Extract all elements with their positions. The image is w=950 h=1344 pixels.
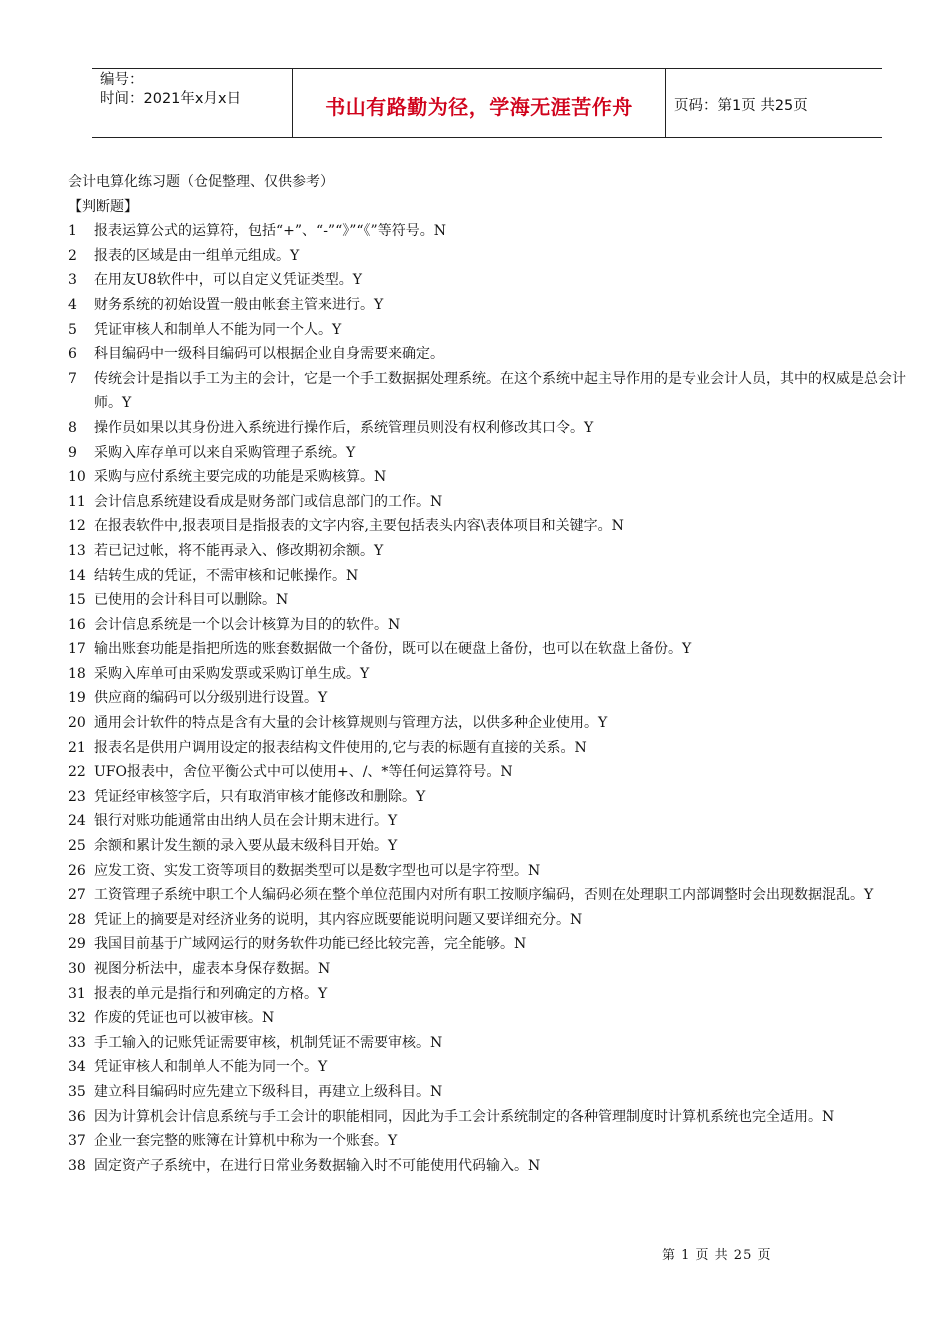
- question-text: 凭证审核人和制单人不能为同一个人。Y: [94, 321, 342, 338]
- question-text: 凭证审核人和制单人不能为同一个。Y: [94, 1059, 328, 1076]
- question-number: 14: [68, 567, 86, 584]
- question-item: [68, 785, 918, 810]
- question-text: 结转生成的凭证，不需审核和记帐操作。N: [94, 567, 359, 584]
- document-header: [92, 68, 882, 138]
- question-number: 7: [68, 370, 77, 387]
- question-item: [68, 465, 918, 490]
- question-text: 报表的单元是指行和列确定的方格。Y: [94, 985, 328, 1002]
- question-item: [68, 1080, 918, 1105]
- question-item: [68, 416, 918, 441]
- question-number: 37: [68, 1133, 86, 1150]
- question-text: 采购入库存单可以来自采购管理子系统。Y: [94, 444, 356, 461]
- question-text: 财务系统的初始设置一般由帐套主管来进行。Y: [94, 296, 384, 313]
- question-number: 28: [68, 911, 86, 928]
- question-item: [68, 760, 918, 785]
- question-number: 22: [68, 764, 86, 781]
- document-time-label: 时间：2021年x月x日: [100, 91, 242, 107]
- question-text: 通用会计软件的特点是含有大量的会计核算规则与管理方法，以供多种企业使用。Y: [94, 715, 608, 732]
- question-text: 在报表软件中,报表项目是指报表的文字内容,主要包括表头内容\表体项目和关键字。N: [94, 518, 624, 535]
- question-text: 采购入库单可由采购发票或采购订单生成。Y: [94, 665, 370, 682]
- question-number: 29: [68, 936, 86, 953]
- question-number: 6: [68, 346, 77, 363]
- page-footer: 第 1 页 共 25 页: [662, 1248, 772, 1263]
- question-item: [68, 318, 918, 343]
- question-item: [68, 514, 918, 539]
- question-number: 17: [68, 641, 86, 658]
- question-item: [68, 244, 918, 269]
- question-number: 8: [68, 419, 77, 436]
- question-text: 若已记过帐，将不能再录入、修改期初余额。Y: [94, 542, 384, 559]
- question-number: 35: [68, 1083, 86, 1100]
- question-item: [68, 490, 918, 515]
- question-text: 企业一套完整的账簿在计算机中称为一个账套。Y: [94, 1133, 398, 1150]
- question-item: [68, 1105, 918, 1130]
- question-text: 凭证经审核签字后，只有取消审核才能修改和删除。Y: [94, 788, 426, 805]
- question-text: 我国目前基于广域网运行的财务软件功能已经比较完善，完全能够。N: [94, 936, 527, 953]
- header-motto: 书山有路勤为径，学海无涯苦作舟: [325, 95, 633, 119]
- question-number: 38: [68, 1157, 86, 1174]
- question-text: 银行对账功能通常由出纳人员在会计期末进行。Y: [94, 813, 398, 830]
- question-text: 采购与应付系统主要完成的功能是采购核算。N: [94, 469, 387, 486]
- question-item: [68, 268, 918, 293]
- question-item: [68, 1031, 918, 1056]
- header-divider-right: [665, 69, 666, 137]
- question-text: UFO报表中，舍位平衡公式中可以使用+、/、*等任何运算符号。N: [94, 764, 513, 781]
- question-text: 应发工资、实发工资等项目的数据类型可以是数字型也可以是字符型。N: [94, 862, 541, 879]
- question-number: 10: [68, 469, 86, 486]
- question-item: [68, 637, 918, 662]
- question-text: 已使用的会计科目可以删除。N: [94, 592, 289, 609]
- question-item: [68, 883, 918, 908]
- question-text: 凭证上的摘要是对经济业务的说明，其内容应既要能说明问题又要详细充分。N: [94, 911, 583, 928]
- question-item: [68, 1154, 918, 1179]
- question-item: [68, 342, 918, 367]
- question-number: 21: [68, 739, 86, 756]
- question-text: 报表运算公式的运算符，包括“+”、“-”“》”“《”等符号。N: [94, 223, 446, 240]
- question-item: [68, 219, 918, 244]
- question-item: [68, 932, 918, 957]
- question-number: 26: [68, 862, 86, 879]
- question-item: [68, 539, 918, 564]
- question-text: 视图分析法中，虚表本身保存数据。N: [94, 961, 331, 977]
- question-list: [68, 219, 918, 1178]
- question-item: [68, 1006, 918, 1031]
- question-text: 固定资产子系统中，在进行日常业务数据输入时不可能使用代码输入。N: [94, 1157, 541, 1174]
- question-item: [68, 711, 918, 736]
- question-text: 传统会计是指以手工为主的会计，它是一个手工数据据处理系统。在这个系统中起主导作用的是专业会计人员，其中的权威是总会计师。Y: [94, 370, 906, 412]
- question-number: 30: [68, 961, 86, 977]
- document-body: [68, 170, 918, 1178]
- question-item: [68, 564, 918, 589]
- question-text: 操作员如果以其身份进入系统进行操作后，系统管理员则没有权利修改其口令。Y: [94, 419, 594, 436]
- question-number: 27: [68, 887, 86, 904]
- question-number: 25: [68, 838, 86, 855]
- question-text: 工资管理子系统中职工个人编码必须在整个单位范围内对所有职工按顺序编码，否则在处理职工内部调整时会出现数据混乱。Y: [94, 887, 874, 904]
- question-item: [68, 367, 918, 416]
- question-number: 31: [68, 985, 86, 1002]
- header-page-number: 页码：第1页 共25页: [674, 98, 808, 114]
- question-item: [68, 441, 918, 466]
- question-number: 18: [68, 665, 86, 682]
- question-item: [68, 957, 918, 982]
- question-number: 23: [68, 788, 86, 805]
- question-text: 作废的凭证也可以被审核。N: [94, 1010, 275, 1027]
- question-item: [68, 834, 918, 859]
- question-item: [68, 662, 918, 687]
- question-number: 5: [68, 321, 77, 338]
- question-text: 会计信息系统是一个以会计核算为目的的软件。N: [94, 616, 401, 633]
- question-number: 2: [68, 247, 77, 264]
- question-item: [68, 588, 918, 613]
- question-item: [68, 908, 918, 933]
- question-number: 3: [68, 272, 77, 289]
- question-text: 报表的区域是由一组单元组成。Y: [94, 247, 300, 264]
- question-number: 1: [68, 223, 77, 240]
- question-text: 输出账套功能是指把所选的账套数据做一个备份，既可以在硬盘上备份，也可以在软盘上备份。Y: [94, 641, 692, 658]
- question-text: 会计信息系统建设看成是财务部门或信息部门的工作。N: [94, 493, 443, 510]
- question-item: [68, 859, 918, 884]
- question-item: [68, 736, 918, 761]
- question-number: 33: [68, 1034, 86, 1051]
- question-number: 32: [68, 1010, 86, 1027]
- question-number: 12: [68, 518, 86, 535]
- question-number: 34: [68, 1059, 86, 1076]
- document-title: 会计电算化练习题（仓促整理、仅供参考）: [68, 174, 334, 190]
- question-text: 在用友U8软件中，可以自定义凭证类型。Y: [94, 272, 362, 289]
- question-number: 4: [68, 296, 77, 313]
- question-number: 9: [68, 444, 77, 461]
- question-item: [68, 982, 918, 1007]
- question-item: [68, 809, 918, 834]
- question-item: [68, 686, 918, 711]
- question-item: [68, 293, 918, 318]
- question-number: 16: [68, 616, 86, 633]
- question-item: [68, 1055, 918, 1080]
- question-item: [68, 613, 918, 638]
- document-number-label: 编号：: [100, 72, 144, 88]
- question-text: 报表名是供用户调用设定的报表结构文件使用的,它与表的标题有直接的关系。N: [94, 739, 587, 756]
- question-text: 余额和累计发生额的录入要从最末级科目开始。Y: [94, 838, 398, 855]
- question-number: 36: [68, 1108, 86, 1125]
- section-heading: 【判断题】: [68, 198, 138, 215]
- question-number: 15: [68, 592, 86, 609]
- question-text: 科目编码中一级科目编码可以根据企业自身需要来确定。: [94, 346, 444, 363]
- question-number: 13: [68, 542, 86, 559]
- question-item: [68, 1129, 918, 1154]
- question-text: 供应商的编码可以分级别进行设置。Y: [94, 690, 328, 707]
- question-text: 因为计算机会计信息系统与手工会计的职能相同，因此为手工会计系统制定的各种管理制度时计算机系统也完全适用。N: [94, 1108, 835, 1125]
- question-number: 19: [68, 690, 86, 707]
- question-text: 手工输入的记账凭证需要审核，机制凭证不需要审核。N: [94, 1034, 443, 1051]
- question-number: 24: [68, 813, 86, 830]
- question-text: 建立科目编码时应先建立下级科目，再建立上级科目。N: [94, 1083, 443, 1100]
- question-number: 20: [68, 715, 86, 732]
- header-meta: [100, 71, 290, 109]
- question-number: 11: [68, 493, 86, 510]
